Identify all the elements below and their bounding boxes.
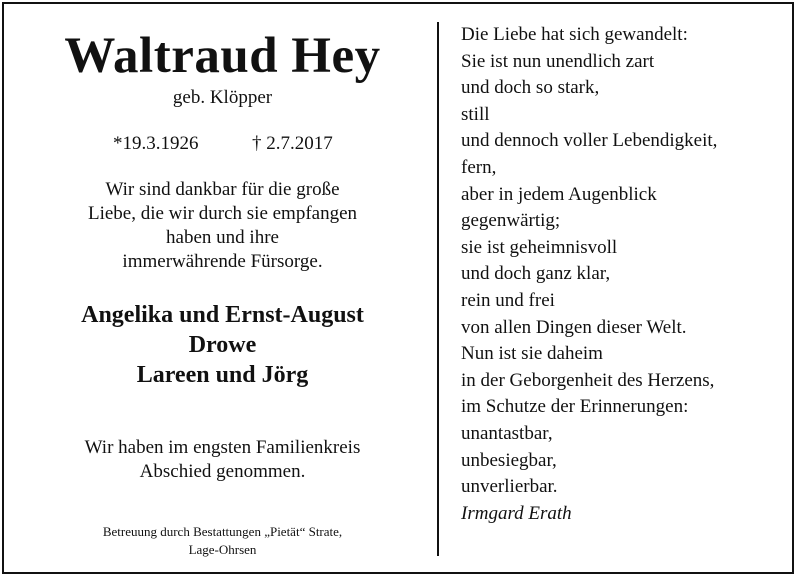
thanks-line: Liebe, die wir durch sie empfangen [87,203,358,224]
poem-author: Irmgard Erath [461,502,572,524]
poem-line: unbesiegbar, [461,449,557,471]
poem-line: in der Geborgenheit des Herzens, [461,369,715,391]
poem-line: unverlierbar. [461,476,558,498]
mourner-line: Drowe [188,332,257,358]
undertaker-credit [10,523,435,559]
mourners [10,300,435,390]
poem-line: fern, [461,156,497,178]
poem-line: und doch ganz klar, [461,263,611,285]
maiden-name: geb. Klöpper [172,87,273,108]
poem-line: aber in jedem Augenblick [461,183,657,205]
birth-date: *19.3.1926 [113,133,199,154]
poem-line: Nun ist sie daheim [461,343,603,365]
poem-line: im Schutze der Erinnerungen: [461,396,689,418]
thanks-line: immerwährende Fürsorge. [122,251,323,272]
poem-line: und doch so stark, [461,77,600,99]
poem-line: und dennoch voller Lebendigkeit, [461,130,718,152]
deceased-name: Waltraud Hey [64,28,381,84]
death-date: † 2.7.2017 [252,133,333,154]
poem-line: Die Liebe hat sich gewandelt: [461,24,688,45]
farewell-text [10,436,435,484]
poem-line: Sie ist nun unendlich zart [461,50,655,72]
poem [461,22,791,527]
poem-line: still [461,103,490,125]
poem-line: sie ist geheimnisvoll [461,236,618,258]
thanks-line: Wir sind dankbar für die große [105,179,340,200]
farewell-line: Abschied genommen. [139,461,306,482]
column-divider [437,22,439,556]
farewell-line: Wir haben im engsten Familienkreis [84,437,361,458]
poem-line: von allen Dingen dieser Welt. [461,316,687,338]
undertaker-line: Lage-Ohrsen [188,542,257,557]
undertaker-line: Betreuung durch Bestattungen „Pietät“ Strate, [102,524,343,539]
poem-line: gegenwärtig; [461,210,561,232]
thanks-text [10,178,435,274]
thanks-line: haben und ihre [166,227,279,248]
mourner-line: Lareen und Jörg [136,362,309,388]
poem-line: unantastbar, [461,422,553,444]
mourner-line: Angelika und Ernst-August [81,302,364,328]
poem-line: rein und frei [461,289,555,311]
